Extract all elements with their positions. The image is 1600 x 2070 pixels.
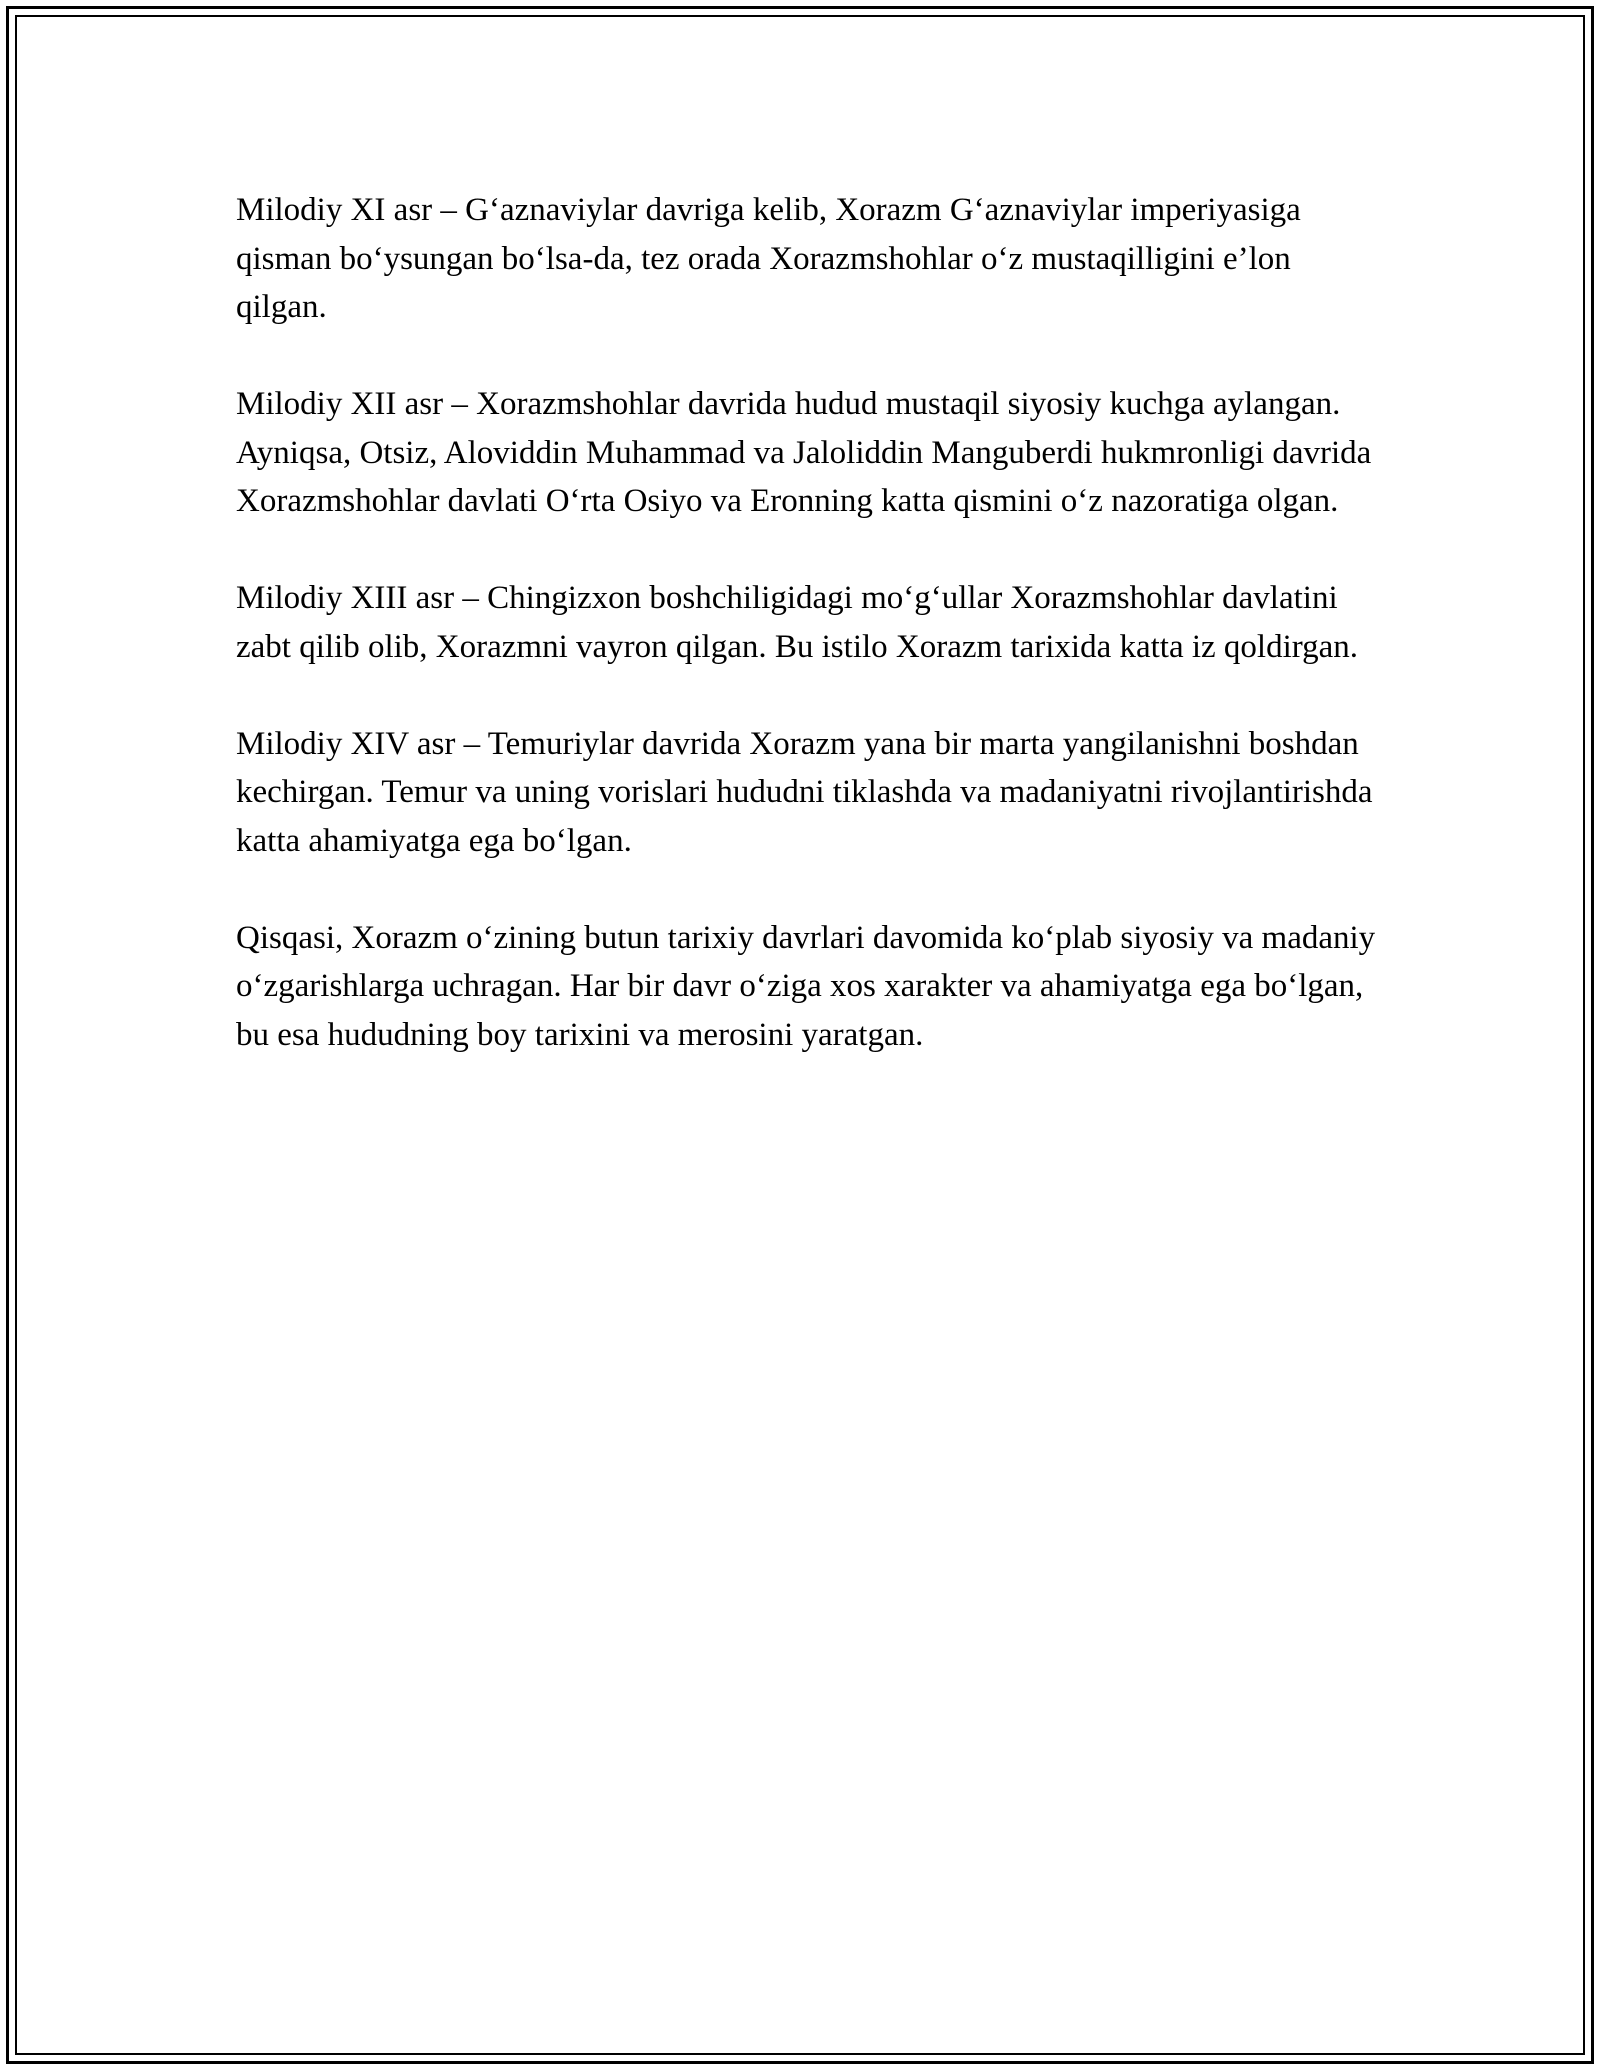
paragraph-xiii-century: Milodiy XIII asr – Chingizxon boshchiligidagi mo‘g‘ullar Xorazmshohlar davlatini zabt qilib olib, Xorazmni vayron qilgan. Bu istilo Xorazm tarixida katta iz qoldirgan. — [236, 580, 1359, 665]
paragraph-xii-century: Milodiy XII asr – Xorazmshohlar davrida hudud mustaqil siyosiy kuchga aylangan. Ayniqsa, Otsiz, Aloviddin Muhammad va Jaloliddin Manguberdi hukmronligi davrida Xorazmshohlar davlati O‘rta Osiyo va Eronning katta qismini o‘z nazoratiga olgan. — [236, 386, 1372, 519]
paragraph-xiv-century: Milodiy XIV asr – Temuriylar davrida Xorazm yana bir marta yangilanishni boshdan kechirgan. Temur va uning vorislari hududni tiklashda va madaniyatni rivojlantirishda katta ahamiyatga ega bo‘lgan. — [236, 725, 1373, 859]
paragraph-xi-century: Milodiy XI asr – G‘aznaviylar davriga kelib, Xorazm G‘aznaviylar imperiyasiga qisman bo‘ysungan bo‘lsa-da, tez orada Xorazmshohlar o‘z mustaqilligini e’lon qilgan. — [236, 192, 1301, 325]
document-body — [236, 186, 1386, 1108]
paragraph-summary: Qisqasi, Xorazm o‘zining butun tarixiy davrlari davomida ko‘plab siyosiy va madaniy o‘zgarishlarga uchragan. Har bir davr o‘ziga xos xarakter va ahamiyatga ega bo‘lgan, bu esa hududning boy tarixini va merosini yaratgan. — [236, 919, 1376, 1053]
